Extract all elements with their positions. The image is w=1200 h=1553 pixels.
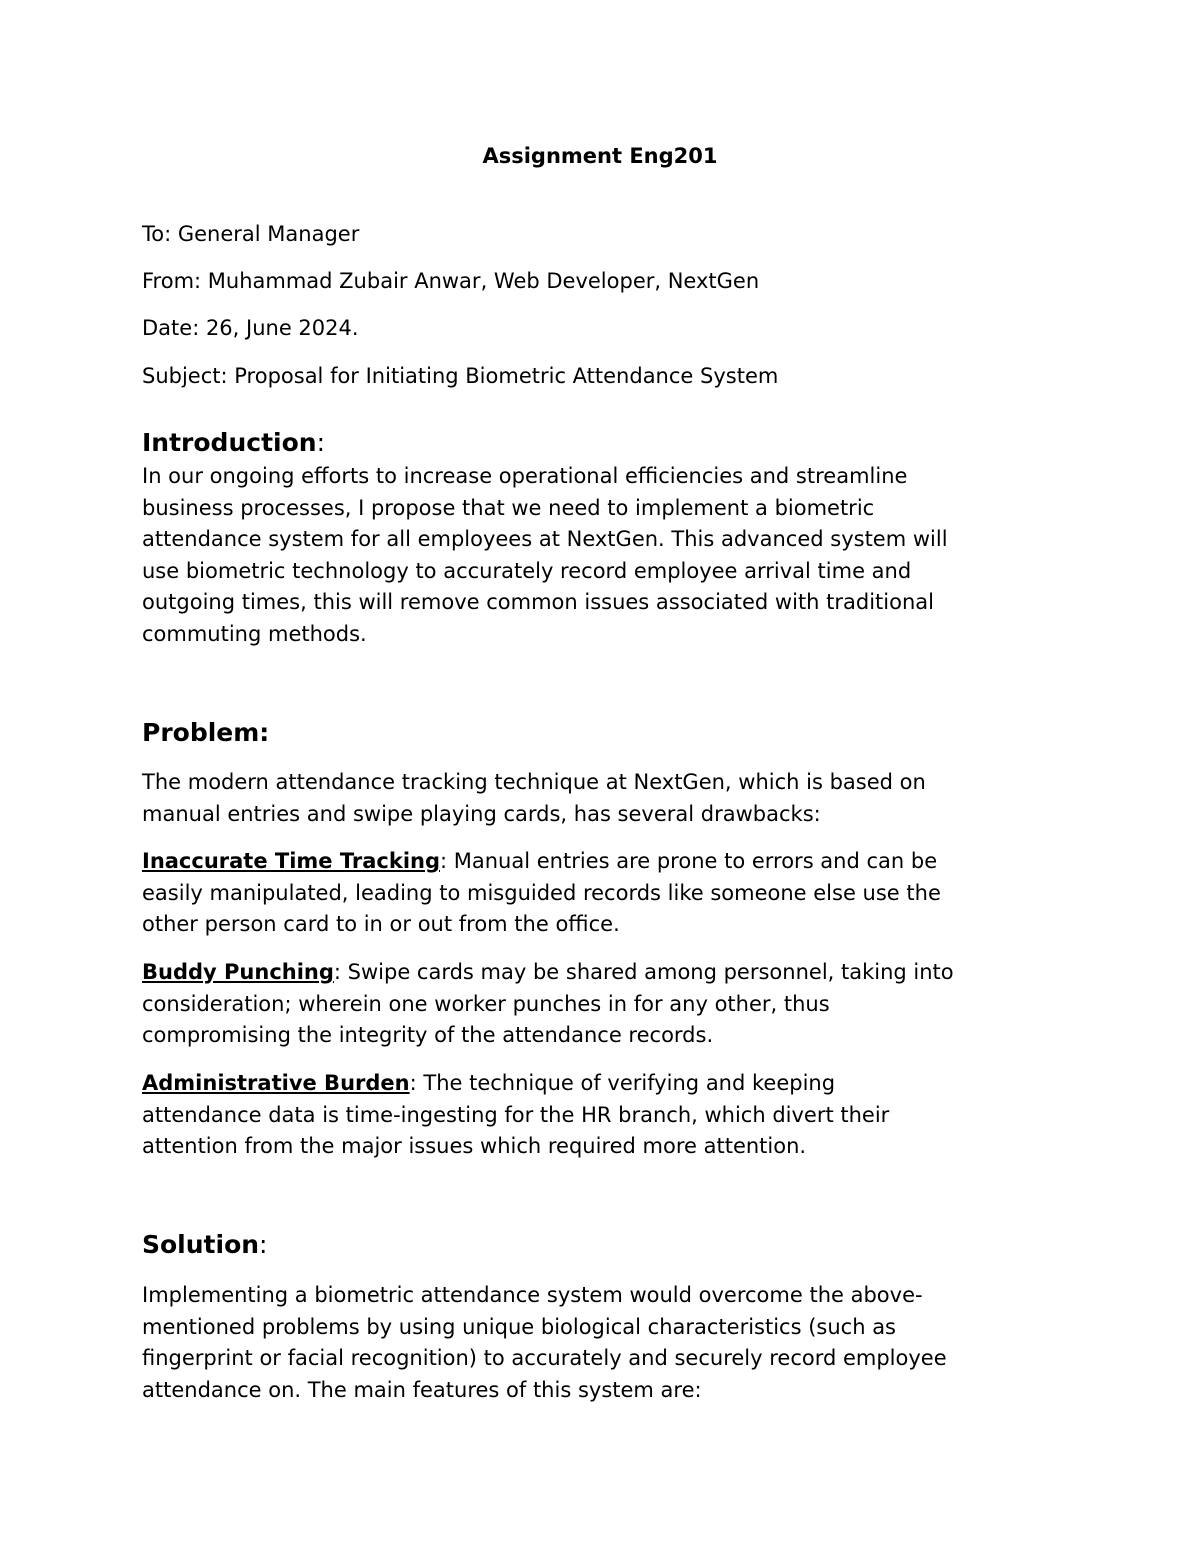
problem-item-term: Inaccurate Time Tracking [142, 849, 440, 873]
solution-heading [142, 1229, 267, 1261]
problem-heading: Problem: [142, 718, 270, 747]
document-title: Assignment Eng201 [482, 144, 718, 168]
problem-intro-paragraph [142, 767, 1062, 830]
problem-item-line: compromising the integrity of the attendance records. [142, 1023, 714, 1047]
problem-item-text: : The technique of verifying and keeping [409, 1071, 836, 1095]
solution-heading-text: Solution [142, 1230, 260, 1259]
introduction-line: commuting methods. [142, 621, 367, 646]
problem-intro-line: manual entries and swipe playing cards, has several drawbacks: [142, 801, 821, 826]
introduction-line: attendance system for all employees at NextGen. This advanced system will [142, 527, 948, 551]
problem-item-inaccurate-time-tracking [142, 846, 1062, 941]
problem-item-administrative-burden [142, 1068, 1062, 1163]
introduction-heading-colon: : [316, 428, 325, 457]
problem-item-line [142, 1068, 1062, 1100]
solution-line: mentioned problems by using unique biological characteristics (such as [142, 1314, 897, 1339]
introduction-paragraph [142, 461, 1062, 650]
problem-item-buddy-punching [142, 957, 1062, 1052]
problem-item-term: Administrative Burden [142, 1071, 410, 1095]
introduction-line: outgoing times, this will remove common issues associated with traditional [142, 590, 934, 614]
solution-line: fingerprint or facial recognition) to accurately and securely record employee [142, 1346, 947, 1370]
problem-item-text: : Manual entries are prone to errors and can be [440, 849, 938, 873]
problem-item-line: other person card to in or out from the office. [142, 912, 620, 936]
memo-to: To: General Manager [142, 222, 360, 246]
problem-item-line: attendance data is time-ingesting for the HR branch, which divert their [142, 1102, 890, 1127]
problem-item-line [142, 957, 1062, 989]
problem-item-term: Buddy Punching [142, 960, 334, 984]
problem-item-line: consideration; wherein one worker punches in for any other, thus [142, 991, 830, 1016]
solution-line: attendance on. The main features of this system are: [142, 1377, 702, 1402]
memo-from: From: Muhammad Zubair Anwar, Web Developer, NextGen [142, 269, 760, 293]
introduction-line: business processes, I propose that we need to implement a biometric [142, 495, 875, 520]
problem-intro-line: The modern attendance tracking technique at NextGen, which is based on [142, 770, 926, 794]
introduction-line: In our ongoing efforts to increase operational efficiencies and streamline [142, 464, 908, 488]
solution-heading-colon: : [259, 1230, 268, 1259]
problem-item-line [142, 846, 1062, 878]
solution-line: Implementing a biometric attendance system would overcome the above- [142, 1283, 923, 1307]
solution-paragraph [142, 1280, 1062, 1406]
introduction-line: use biometric technology to accurately record employee arrival time and [142, 558, 912, 583]
memo-date: Date: 26, June 2024. [142, 316, 359, 340]
introduction-heading [142, 427, 325, 459]
problem-item-line: attention from the major issues which required more attention. [142, 1134, 807, 1158]
problem-item-text: : Swipe cards may be shared among personnel, taking into [333, 960, 954, 984]
problem-item-line: easily manipulated, leading to misguided records like someone else use the [142, 880, 941, 905]
introduction-heading-text: Introduction [142, 428, 317, 457]
memo-subject: Subject: Proposal for Initiating Biometric Attendance System [142, 364, 779, 388]
